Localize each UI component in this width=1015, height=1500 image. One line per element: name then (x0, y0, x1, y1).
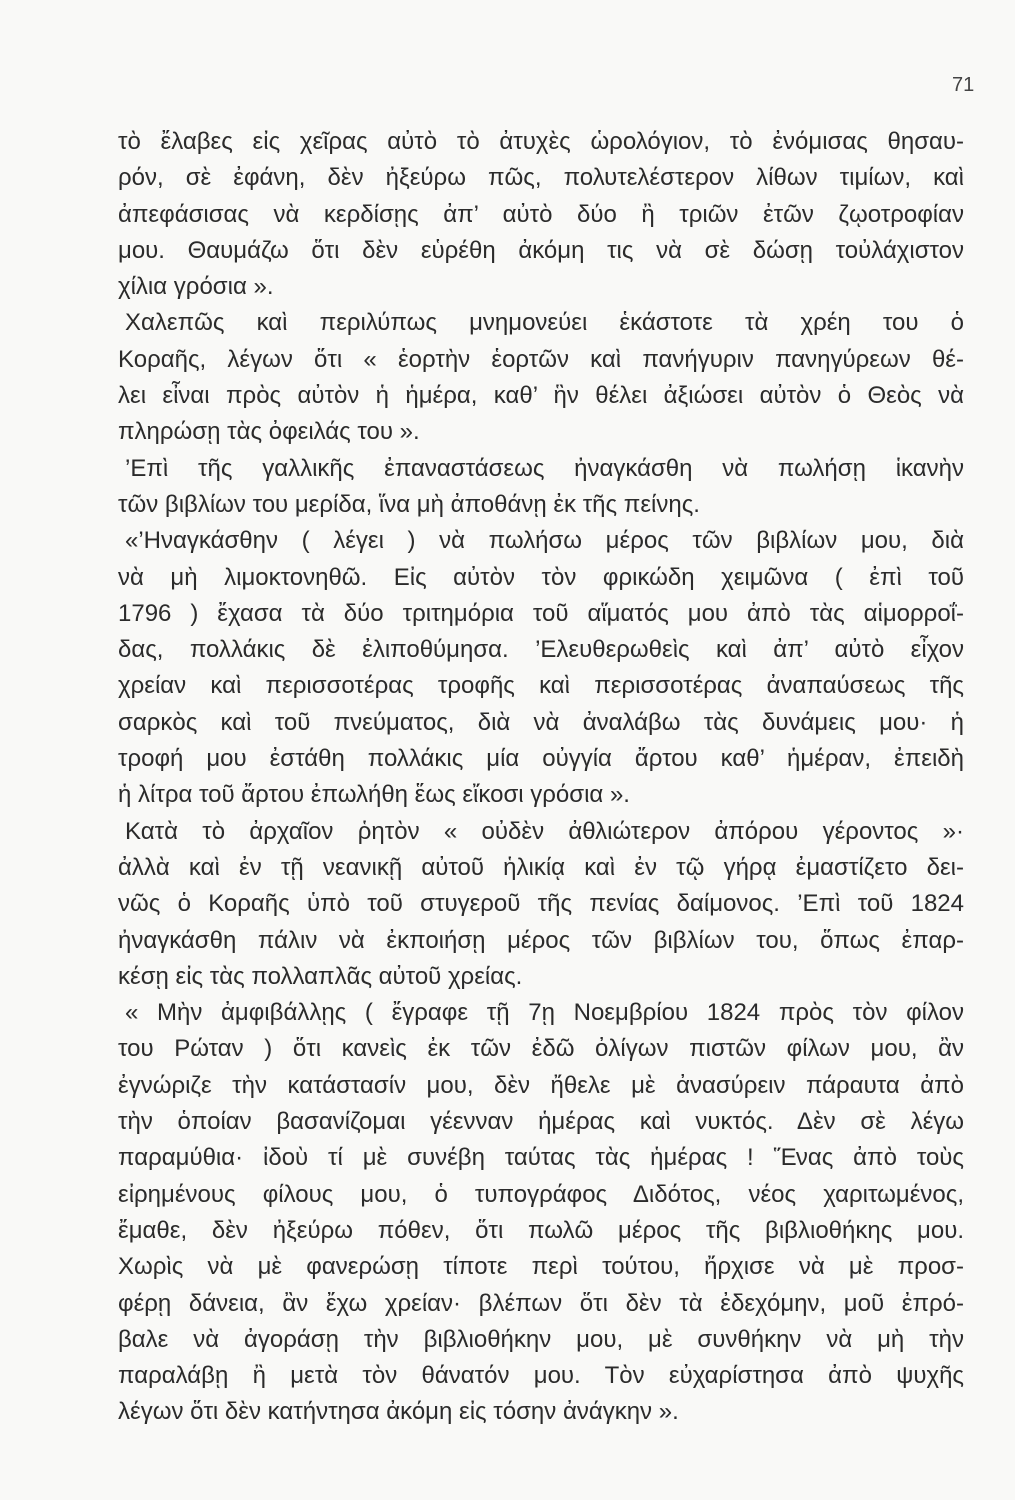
body-text (118, 124, 964, 1431)
text-line: ἡ λίτρα τοῦ ἄρτου ἐπωλήθη ἕως εἴκοσι γρόσια ». (118, 781, 630, 809)
text-line: τροφή μου ἐστάθη πολλάκις μία οὐγγία ἄρτου καθ’ ἡμέραν, ἐπειδὴ (118, 745, 964, 773)
text-line: του Ρώταν ) ὅτι κανεὶς ἐκ τῶν ἐδῶ ὀλίγων πιστῶν φίλων μου, ἂν (118, 1035, 964, 1063)
text-line: φέρῃ δάνεια, ἂν ἔχω χρείαν· βλέπων ὅτι δὲν τὰ ἐδεχόμην, μοῦ ἐπρό- (118, 1289, 964, 1317)
text-line: τὴν ὁποίαν βασανίζομαι γέενναν ἡμέρας καὶ νυκτός. Δὲν σὲ λέγω (118, 1108, 964, 1136)
text-line: βαλε νὰ ἀγοράσῃ τὴν βιβλιοθήκην μου, μὲ συνθήκην νὰ μὴ τὴν (118, 1325, 964, 1353)
text-line: Κοραῆς, λέγων ὅτι « ἑορτὴν ἑορτῶν καὶ πανήγυριν πανηγύρεων θέ- (118, 345, 964, 373)
text-line: σαρκὸς καὶ τοῦ πνεύματος, διὰ νὰ ἀναλάβω τὰς δυνάμεις μου· ἡ (118, 708, 964, 736)
text-line: Χαλεπῶς καὶ περιλύπως μνημονεύει ἑκάστοτε τὰ χρέη του ὁ (125, 309, 964, 337)
text-line: ἀλλὰ καὶ ἐν τῇ νεανικῇ αὐτοῦ ἡλικίᾳ καὶ ἐν τῷ γήρᾳ ἐμαστίζετο δει- (118, 853, 964, 881)
paragraph (118, 995, 964, 1431)
text-line: παραλάβῃ ἢ μετὰ τὸν θάνατόν μου. Τὸν εὐχαρίστησα ἀπὸ ψυχῆς (118, 1362, 964, 1390)
text-line: ’Επὶ τῆς γαλλικῆς ἐπαναστάσεως ἠναγκάσθη νὰ πωλήσῃ ἱκανὴν (125, 454, 964, 482)
text-line: ἐγνώριζε τὴν κατάστασίν μου, δὲν ἤθελε μὲ ἀνασύρειν πάραυτα ἀπὸ (118, 1071, 964, 1099)
text-line: « Μὴν ἀμφιβάλλῃς ( ἔγραφε τῇ 7ῃ Νοεμβρίου 1824 πρὸς τὸν φίλον (125, 999, 964, 1027)
text-line: κέσῃ εἰς τὰς πολλαπλᾶς αὐτοῦ χρείας. (118, 962, 523, 990)
text-line: χίλια γρόσια ». (118, 273, 274, 301)
text-line: νὰ μὴ λιμοκτονηθῶ. Εἰς αὐτὸν τὸν φρικώδη χειμῶνα ( ἐπὶ τοῦ (118, 563, 964, 591)
text-line: λέγων ὅτι δὲν κατήντησα ἀκόμη εἰς τόσην ἀνάγκην ». (118, 1398, 679, 1426)
paragraph (118, 124, 964, 305)
paragraph (118, 305, 964, 450)
text-line: μου. Θαυμάζω ὅτι δὲν εὑρέθη ἀκόμη τις νὰ σὲ δώσῃ τοὐλάχιστον (118, 236, 964, 264)
text-line: νῶς ὁ Κοραῆς ὑπὸ τοῦ στυγεροῦ τῆς πενίας δαίμονος. ’Επὶ τοῦ 1824 (118, 890, 964, 918)
page-number: 71 (952, 74, 975, 96)
text-line: Χωρὶς νὰ μὲ φανερώσῃ τίποτε περὶ τούτου, ἤρχισε νὰ μὲ προσ- (118, 1253, 964, 1281)
text-line: ἔμαθε, δὲν ἠξεύρω πόθεν, ὅτι πωλῶ μέρος τῆς βιβλιοθήκης μου. (118, 1216, 964, 1244)
text-line: ἀπεφάσισας νὰ κερδίσῃς ἀπ’ αὐτὸ δύο ἢ τριῶν ἐτῶν ζῳοτροφίαν (118, 200, 964, 228)
text-line: πληρώσῃ τὰς ὀφειλάς του ». (118, 418, 420, 446)
paragraph (118, 451, 964, 524)
text-line: λει εἶναι πρὸς αὐτὸν ἡ ἡμέρα, καθ’ ἣν θέλει ἀξιώσει αὐτὸν ὁ Θεὸς νὰ (118, 382, 964, 410)
paragraph (118, 814, 964, 995)
text-line: Κατὰ τὸ ἀρχαῖον ῥητὸν « οὐδὲν ἀθλιώτερον ἀπόρου γέροντος »· (125, 817, 964, 845)
text-line: «’Ηναγκάσθην ( λέγει ) νὰ πωλήσω μέρος τῶν βιβλίων μου, διὰ (125, 527, 964, 555)
text-line: χρείαν καὶ περισσοτέρας τροφῆς καὶ περισσοτέρας ἀναπαύσεως τῆς (118, 672, 964, 700)
text-line: ἠναγκάσθη πάλιν νὰ ἐκποιήσῃ μέρος τῶν βιβλίων του, ὅπως ἐπαρ- (118, 926, 964, 954)
text-line: εἰρημένους φίλους μου, ὁ τυπογράφος Διδότος, νέος χαριτωμένος, (118, 1180, 964, 1208)
text-line: τὸ ἔλαβες εἰς χεῖρας αὐτὸ τὸ ἀτυχὲς ὡρολόγιον, τὸ ἐνόμισας θησαυ- (118, 128, 964, 155)
text-line: τῶν βιβλίων του μερίδα, ἵνα μὴ ἀποθάνῃ ἐκ τῆς πείνης. (118, 490, 700, 518)
text-line: παραμύθια· ἰδοὺ τί μὲ συνέβη ταύτας τὰς ἡμέρας ! Ἕνας ἀπὸ τοὺς (118, 1144, 964, 1172)
text-line: δας, πολλάκις δὲ ἐλιποθύμησα. ’Ελευθερωθεὶς καὶ ἀπ’ αὐτὸ εἶχον (118, 636, 964, 664)
paragraph (118, 523, 964, 813)
text-line: ρόν, σὲ ἐφάνη, δὲν ἠξεύρω πῶς, πολυτελέστερον λίθων τιμίων, καὶ (118, 164, 964, 192)
text-line: 1796 ) ἔχασα τὰ δύο τριτημόρια τοῦ αἵματός μου ἀπὸ τὰς αἱμορροΐ- (118, 599, 964, 627)
